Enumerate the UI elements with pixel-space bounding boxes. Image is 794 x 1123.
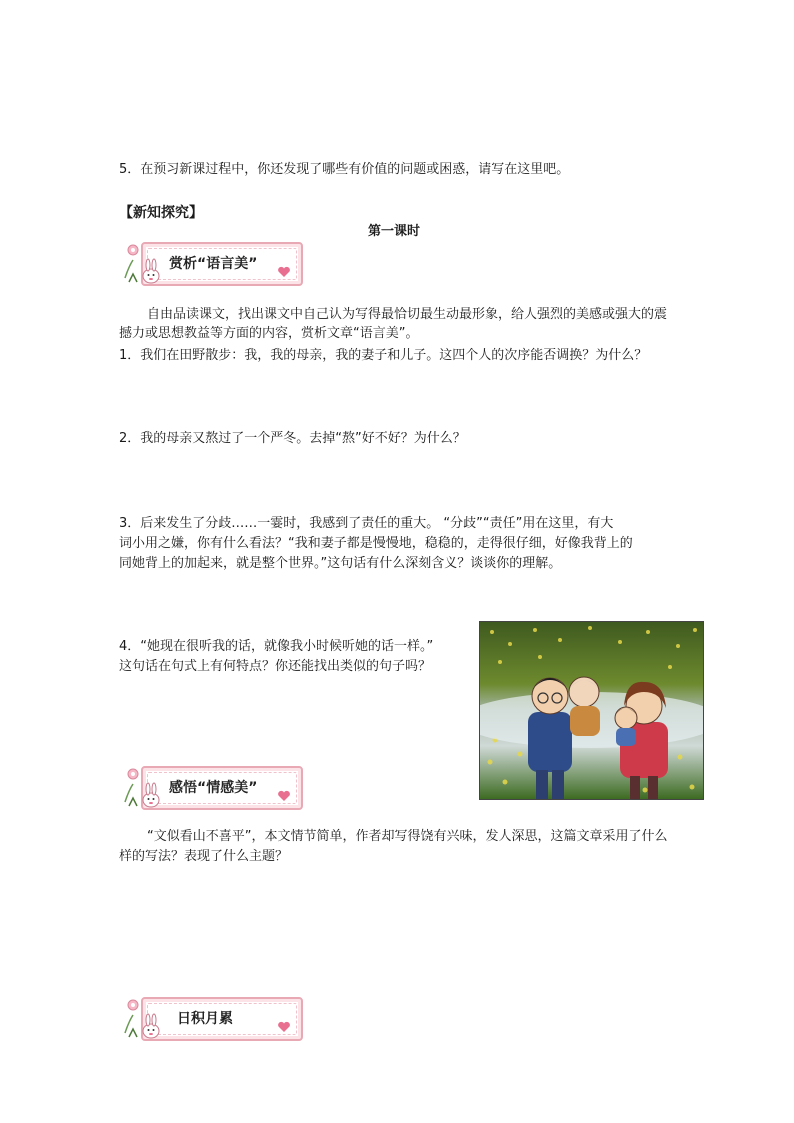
section-title: 【新知探究】 bbox=[119, 205, 203, 221]
flower-bunny-icon bbox=[119, 762, 171, 814]
flower-bunny-icon bbox=[119, 993, 171, 1045]
emotion-paragraph: “文似看山不喜平”，本文情节简单，作者却写得饶有兴味，发人深思，这篇文章采用了什么样的写法？表现了什么主题？ bbox=[119, 829, 668, 864]
lesson-title: 第一课时 bbox=[368, 224, 421, 239]
banner-title: 赏析“语言美” bbox=[169, 256, 258, 272]
question-3-line-2: 词小用之嫌，你有什么看法？“我和妻子都是慢慢地，稳稳的，走得很仔细，好像我背上的 bbox=[119, 536, 633, 551]
flower-bunny-icon bbox=[119, 238, 171, 290]
banner-daily-accumulation bbox=[119, 993, 305, 1045]
banner-language-beauty bbox=[119, 238, 305, 290]
question-3-line-3: 同她背上的加起来，就是整个世界。”这句话有什么深刻含义？谈谈你的理解。 bbox=[119, 556, 562, 571]
question-2: 2．我的母亲又熬过了一个严冬。去掉“熬”好不好？为什么？ bbox=[119, 431, 466, 446]
intro-paragraph: 自由品读课文，找出课文中自己认为写得最恰切最生动最形象，给人强烈的美感或强大的震撼力或思想教益等方面的内容，赏析文章“语言美”。 bbox=[119, 307, 668, 341]
banner-emotion-beauty bbox=[119, 762, 305, 814]
banner-title: 日积月累 bbox=[177, 1011, 233, 1027]
question-4-line-2: 这句话在句式上有何特点？你还能找出类似的句子吗？ bbox=[119, 659, 432, 674]
heart-icon bbox=[277, 1021, 291, 1033]
family-illustration bbox=[479, 621, 704, 800]
heart-icon bbox=[277, 266, 291, 278]
question-1: 1．我们在田野散步：我，我的母亲，我的妻子和儿子。这四个人的次序能否调换？为什么？ bbox=[119, 348, 648, 363]
question-3-line-1: 3．后来发生了分歧……一霎时，我感到了责任的重大。 “分歧”“责任”用在这里，有大 bbox=[119, 516, 614, 531]
banner-title: 感悟“情感美” bbox=[169, 780, 258, 796]
heart-icon bbox=[277, 790, 291, 802]
question-5: 5．在预习新课过程中，你还发现了哪些有价值的问题或困惑，请写在这里吧。 bbox=[119, 162, 570, 177]
question-4-line-1: 4．“她现在很听我的话，就像我小时候听她的话一样。” bbox=[119, 639, 434, 654]
